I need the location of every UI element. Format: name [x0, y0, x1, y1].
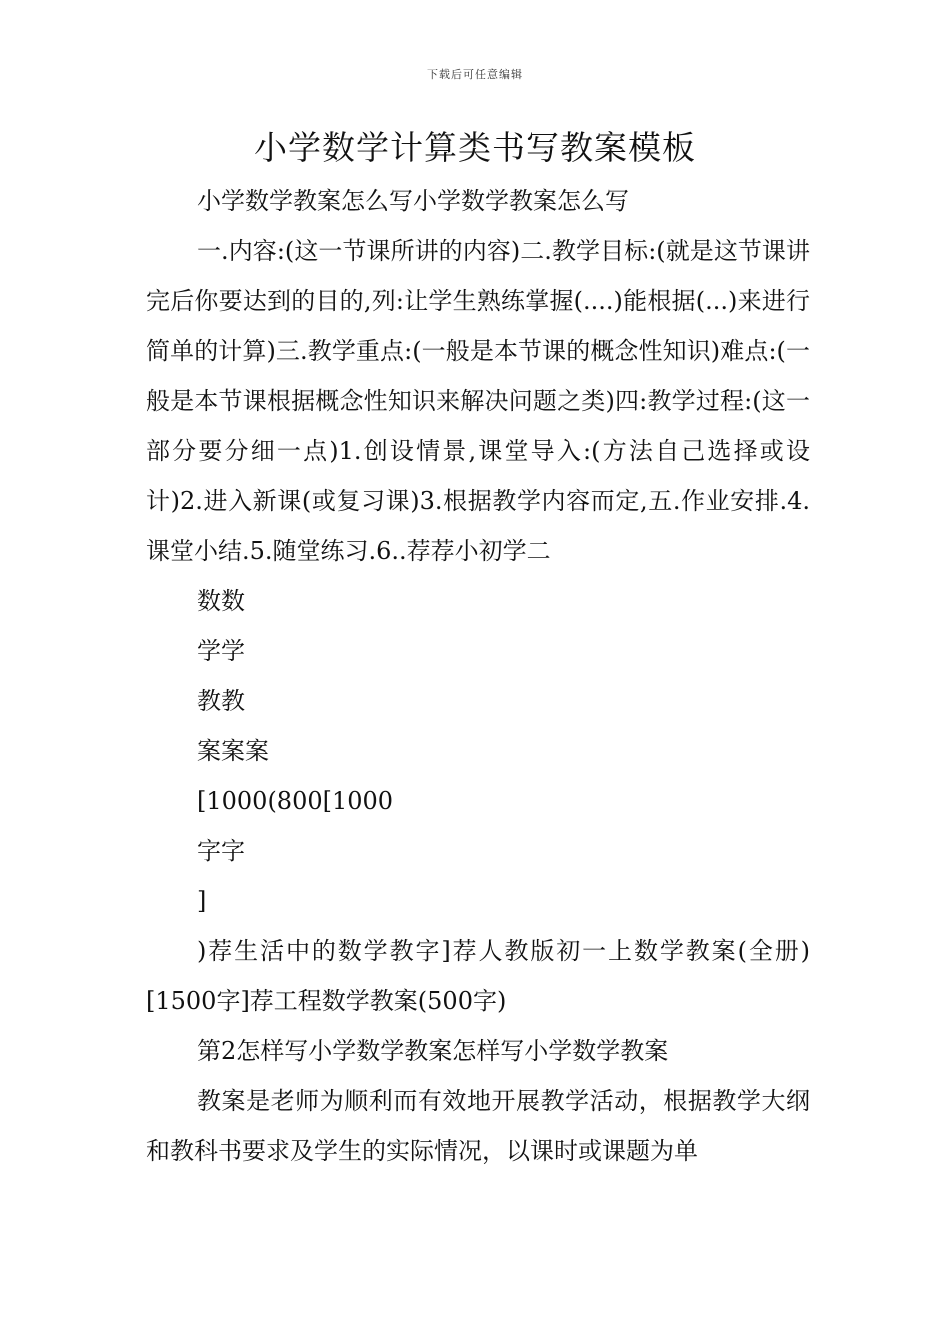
paragraph-3: 数数 — [197, 587, 245, 615]
paragraph-8: 字字 — [197, 837, 245, 865]
paragraph-11: 第2怎样写小学数学教案怎样写小学数学教案 — [197, 1037, 669, 1065]
document-title: 小学数学计算类书写教案模板 — [254, 128, 696, 167]
paragraph-4: 学学 — [197, 637, 245, 665]
paragraph-1: 小学数学教案怎么写小学数学教案怎么写 — [197, 187, 629, 215]
paragraph-12: 教案是老师为顺利而有效地开展教学活动，根据教学大纲和教科书要求及学生的实际情况，以课时或课题为单 — [146, 1087, 810, 1165]
paragraph-6: 案案案 — [197, 737, 269, 765]
paragraph-7: [1000(800[1000 — [197, 787, 394, 815]
paragraph-9: ] — [197, 887, 207, 915]
header-note: 下载后可任意编辑 — [427, 68, 523, 81]
document-body — [146, 176, 810, 1176]
paragraph-5: 教教 — [197, 687, 245, 715]
paragraph-10: )荐生活中的数学教字]荐人教版初一上数学教案(全册)[1500字]荐工程数学教案(500字) — [146, 937, 810, 1015]
paragraph-2: 一.内容:(这一节课所讲的内容)二.教学目标:(就是这节课讲完后你要达到的目的,列:让学生熟练掌握(....)能根据(...)来进行简单的计算)三.教学重点:(一般是本节课的概念性知识)难点:(一般是本节课根据概念性知识来解决问题之类)四:教学过程:(这一部分要分细一点)1.创设情景,课堂导入:(方法自己选择或设计)2.进入新课(或复习课)3.根据教学内容而定,五.作业安排.4.课堂小结.5.随堂练习.6..荐荐小初学二 — [146, 237, 810, 565]
